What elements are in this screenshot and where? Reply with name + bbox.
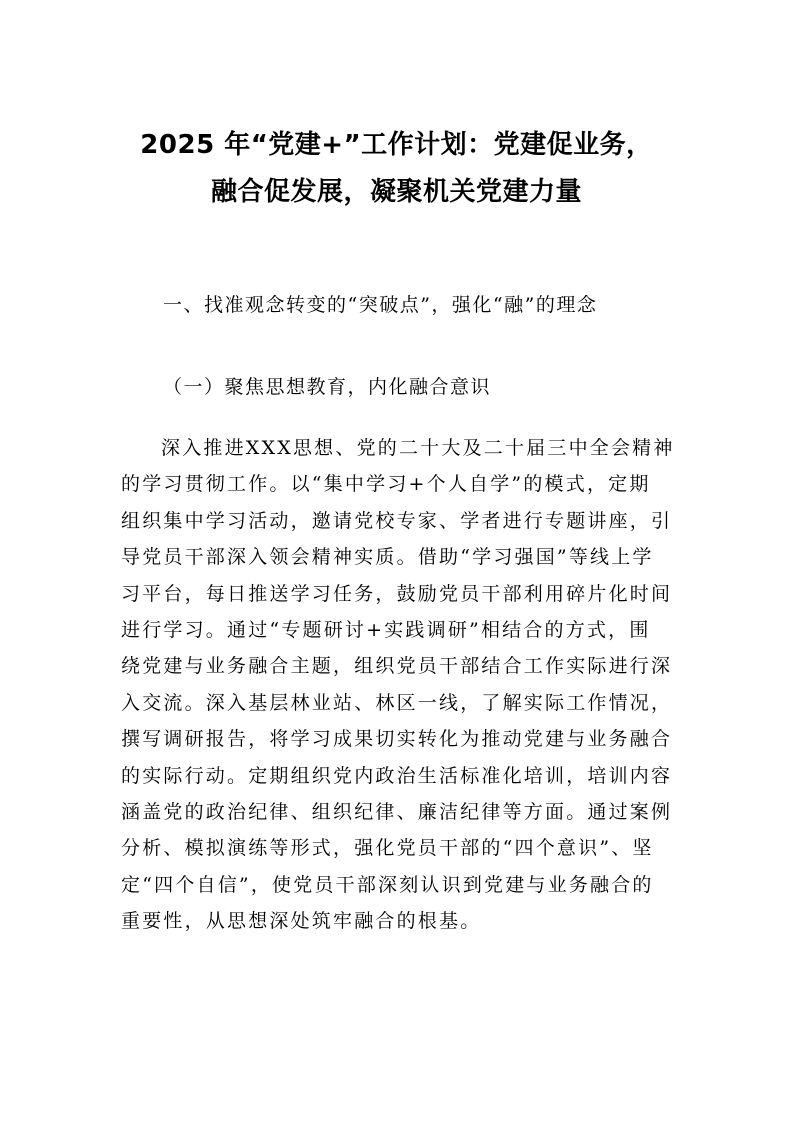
paragraph-line: 定“四个自信”，使党员干部深刻认识到党建与业务融合的 bbox=[121, 873, 654, 896]
paragraph-line: 的实际行动。定期组织党内政治生活标准化培训，培训内容 bbox=[121, 764, 673, 787]
paragraph-line: 分析、模拟演练等形式，强化党员干部的“四个意识”、坚 bbox=[121, 837, 654, 860]
paragraph-line: 重要性，从思想深处筑牢融合的根基。 bbox=[121, 910, 482, 933]
paragraph-line: 组织集中学习活动，邀请党校专家、学者进行专题讲座，引 bbox=[121, 509, 673, 532]
document-title-line-1: 2025 年“党建+”工作计划：党建促业务， bbox=[140, 130, 653, 160]
paragraph-line: 撰写调研报告，将学习成果切实转化为推动党建与业务融合 bbox=[121, 728, 673, 751]
body-paragraph bbox=[121, 430, 677, 939]
paragraph-line: 深入推进XXX思想、党的二十大及二十届三中全会精神 bbox=[161, 437, 675, 459]
subsection-heading: （一）聚焦思想教育，内化融合意识 bbox=[163, 376, 492, 398]
paragraph-line: 入交流。深入基层林业站、林区一线，了解实际工作情况， bbox=[121, 691, 673, 714]
section-heading: 一、找准观念转变的“突破点”，强化“融”的理念 bbox=[163, 294, 598, 316]
paragraph-line: 涵盖党的政治纪律、组织纪律、廉洁纪律等方面。通过案例 bbox=[121, 800, 673, 823]
paragraph-line: 绕党建与业务融合主题，组织党员干部结合工作实际进行深 bbox=[121, 655, 673, 678]
document-title-line-2: 融合促发展，凝聚机关党建力量 bbox=[210, 177, 582, 207]
paragraph-line: 进行学习。通过“专题研讨+实践调研”相结合的方式，围 bbox=[121, 618, 651, 641]
paragraph-line: 导党员干部深入领会精神实质。借助“学习强国”等线上学 bbox=[121, 546, 654, 569]
paragraph-line: 习平台，每日推送学习任务，鼓励党员干部利用碎片化时间 bbox=[121, 582, 673, 605]
paragraph-line: 的学习贯彻工作。以“集中学习+个人自学”的模式，定期 bbox=[121, 473, 651, 496]
